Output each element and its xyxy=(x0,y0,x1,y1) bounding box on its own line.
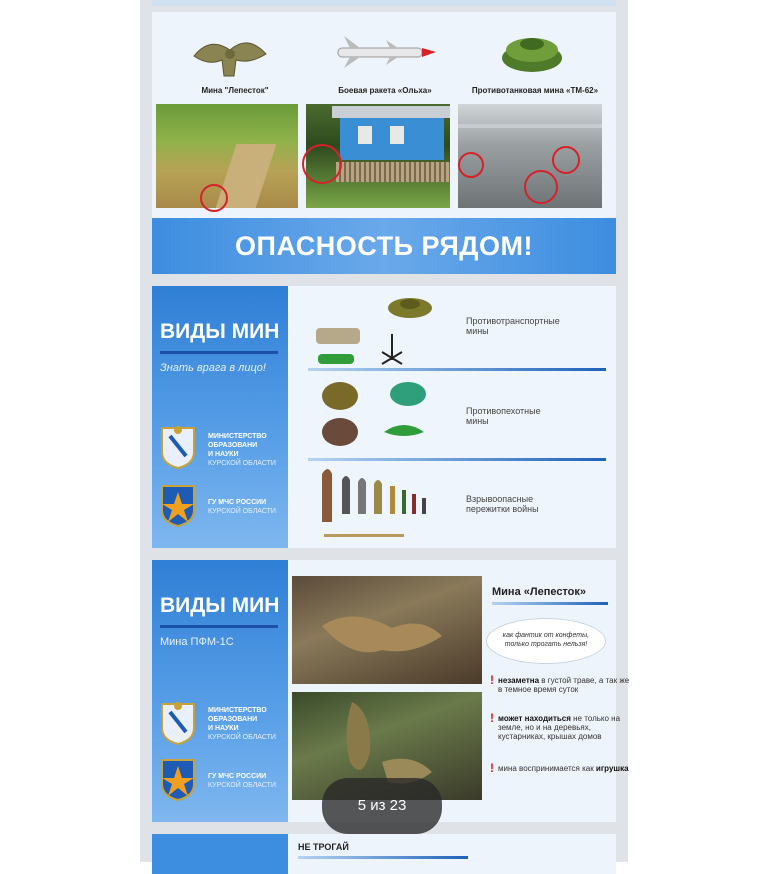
war-remnants-image xyxy=(314,464,454,542)
page-counter: 5 из 23 xyxy=(322,778,442,834)
danger-banner xyxy=(152,218,616,274)
mchs-org-label: ГУ МЧС РОССИИ КУРСКОЙ ОБЛАСТИ xyxy=(208,773,276,789)
heading-underline xyxy=(492,602,608,605)
ministry-org-label: МИНИСТЕРСТВО ОБРАЗОВАНИ И НАУКИ КУРСКОЙ ОБЛАСТИ xyxy=(208,707,276,741)
slide3-left-panel xyxy=(152,560,288,822)
slide-mine-types xyxy=(152,286,616,548)
slide2-left-panel xyxy=(152,286,288,548)
road-mine-ring-1 xyxy=(458,152,484,178)
bullet-toy: ! мина воспринимается как игрушка xyxy=(490,761,629,775)
divider-1 xyxy=(308,368,606,371)
mine-type-antivehicle: Противотранспортные мины xyxy=(466,316,560,336)
field-path-photo xyxy=(156,104,298,208)
mchs-org-label: ГУ МЧС РОССИИ КУРСКОЙ ОБЛАСТИ xyxy=(208,499,276,515)
road-mine-ring-3 xyxy=(552,146,580,174)
title-underline xyxy=(160,351,278,354)
slide-danger-nearby xyxy=(152,12,616,274)
document-viewer[interactable] xyxy=(140,0,628,862)
exclamation-icon: ! xyxy=(490,711,494,725)
petal-mine-heading: Мина «Лепесток» xyxy=(492,586,587,598)
slide2-right-panel xyxy=(288,286,616,548)
heading-underline xyxy=(298,856,468,859)
slide2-title: ВИДЫ МИН xyxy=(160,320,280,343)
anti-personnel-mines-image xyxy=(318,376,438,452)
petal-mine-image xyxy=(190,30,270,80)
petal-mine-ground-photo xyxy=(292,576,482,684)
mine-type-war-remnants: Взрывоопасные пережитки войны xyxy=(466,494,539,514)
road-mines-photo xyxy=(458,104,602,208)
slide-do-not-touch xyxy=(152,834,616,874)
mine-type-antipersonnel: Противопехотные мины xyxy=(466,406,541,426)
slide2-subtitle: Знать врага в лицо! xyxy=(160,362,266,374)
ministry-org-label: МИНИСТЕРСТВО ОБРАЗОВАНИ И НАУКИ КУРСКОЙ ОБЛАСТИ xyxy=(208,433,276,467)
bullet-location: ! может находиться не только на земле, но и на деревьях, кустарниках, крышах домов xyxy=(490,711,621,741)
slide3-title: ВИДЫ МИН xyxy=(160,594,280,617)
road-mine-ring-2 xyxy=(524,170,558,204)
petal-mine-shape xyxy=(292,576,482,684)
exclamation-icon: ! xyxy=(490,761,494,775)
danger-banner-text: ОПАСНОСТЬ РЯДОМ! xyxy=(235,231,533,261)
previous-slide-edge xyxy=(152,0,616,6)
kursk-coat-of-arms-icon xyxy=(158,700,198,746)
bullet-invisible: ! незаметна в густой траве, а так же в темное время суток xyxy=(490,673,630,694)
exclamation-icon: ! xyxy=(490,673,494,687)
rocket-highlight-ring xyxy=(302,144,342,184)
do-not-touch-heading: НЕ ТРОГАЙ xyxy=(298,842,349,852)
caption-tm62-mine: Противотанковая мина «ТМ-62» xyxy=(471,86,599,95)
tm62-mine-image xyxy=(500,24,564,76)
slide4-left-panel xyxy=(152,834,288,874)
divider-2 xyxy=(308,458,606,461)
mchs-emblem-icon xyxy=(158,482,198,528)
mine-highlight-ring xyxy=(200,184,228,212)
slide3-subtitle: Мина ПФМ-1С xyxy=(160,636,234,648)
mchs-emblem-icon xyxy=(158,756,198,802)
toy-warning-bubble: как фантик от конфеты, только трогать нельзя! xyxy=(486,618,606,664)
anti-vehicle-mines-image xyxy=(308,290,448,368)
olha-rocket-image xyxy=(330,30,440,74)
title-underline xyxy=(160,625,278,628)
caption-petal-mine: Мина "Лепесток" xyxy=(201,86,269,95)
caption-olha-rocket: Боевая ракета «Ольха» xyxy=(338,86,432,95)
kursk-coat-of-arms-icon xyxy=(158,424,198,470)
village-house-photo xyxy=(306,104,450,208)
